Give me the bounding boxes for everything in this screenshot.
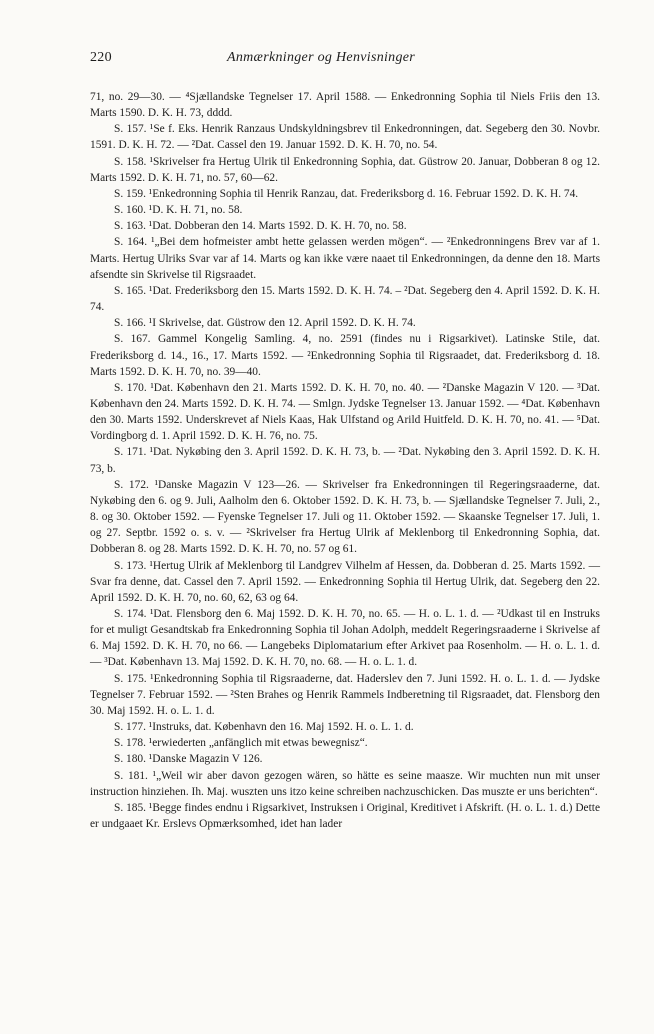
note-paragraph: S. 175. ¹Enkedronning Sophia til Rigsraaderne, dat. Haderslev den 7. Juni 1592. H. o. L. 1. d. — Jydske Tegnelser 7. Februar 1592. — ²Sten Brahes og Henrik Rammels Indberetning til Rigsraadet, dat. Flensborg den 30. Maj 1592. H. o. L. 1. d. <box>90 672 600 717</box>
note-paragraph: S. 177. ¹Instruks, dat. København den 16. Maj 1592. H. o. L. 1. d. <box>114 721 414 734</box>
note-paragraph: S. 180. ¹Danske Magazin V 126. <box>114 753 263 766</box>
note-paragraph: S. 167. Gammel Kongelig Samling. 4, no. 2591 (findes nu i Rigsarkivet). Latinske Stile, dat. Frederiksborg d. 14., 16., 17. Marts 1592. — ²Enkedronning Sophia til Rigsraadet, dat. Frederiksborg d. 18. Marts 1592. D. K. H. 70, no. 39—40. <box>90 333 600 378</box>
note-paragraph: S. 170. ¹Dat. København den 21. Marts 1592. D. K. H. 70, no. 40. — ²Danske Magazin V 120. — ³Dat. København den 24. Marts 1592. D. K. H. 74. — Smlgn. Jydske Tegnelser 13. Januar 1592. — ⁴Dat. København den 30. Marts 1592. Underskrevet af Niels Kaas, Hak Ulfstand og Arild Huitfeld. D. K. H. 70, no. 41. — ⁵Dat. Vordingborg d. 1. April 1592. D. K. H. 76, no. 75. <box>90 381 600 443</box>
note-paragraph: S. 174. ¹Dat. Flensborg den 6. Maj 1592. D. K. H. 70, no. 65. — H. o. L. 1. d. — ²Udkast til en Instruks for et muligt Gesandtskab fra Enkedronning Sophia til Johan Adolph, meddelt Regeringsraaderne i Skrivelse af 6. Maj 1592. D. K. H. 70, no 66. — Langebeks Diplomatarium efter Arkivet paa Rosenholm. — H. o. L. 1. d. — ³Dat. København 13. Maj 1592. D. K. H. 70, no. 68. — H. o. L. 1. d. <box>90 608 600 669</box>
note-paragraph: S. 185. ¹Begge findes endnu i Rigsarkivet, Instruksen i Original, Kreditivet i Afskrift. (H. o. L. 1. d.) Dette er undgaaet Kr. Erslevs Opmærksomhed, idet han lader <box>90 801 600 831</box>
running-head <box>90 50 600 70</box>
note-paragraph: S. 171. ¹Dat. Nykøbing den 3. April 1592. D. K. H. 73, b. — ²Dat. Nykøbing den 3. April 1592. D. K. H. 73, b. <box>90 446 600 475</box>
note-paragraph: S. 159. ¹Enkedronning Sophia til Henrik Ranzau, dat. Frederiksborg d. 16. Februar 1592. D. K. H. 74. <box>114 187 579 200</box>
note-paragraph: S. 164. ¹„Bei dem hofmeister ambt hette gelassen werden mögen“. — ²Enkedronningens Brev var af 1. Marts. Hertug Ulriks Svar var af 14. Marts og kan ikke være naaet til Enkedronningen, da denne den 18. Marts afsendte sin Skrivelse til Rigsraadet. <box>90 236 600 281</box>
note-paragraph: S. 181. ¹„Weil wir aber davon gezogen wären, so hätte es seine maasze. Wir muchten nun mit unser instruction hinziehen. Ih. Maj. wuszten uns itzo keine schreiben nachzuschicken. Das muszte er uns berichten“. <box>90 769 600 798</box>
note-paragraph: S. 157. ¹Se f. Eks. Henrik Ranzaus Undskyldningsbrev til Enkedronningen, dat. Segeberg den 30. Novbr. 1591. D. K. H. 72. — ²Dat. Cassel den 19. Januar 1592. D. K. H. 70, no. 54. <box>90 123 600 152</box>
note-paragraph: S. 165. ¹Dat. Frederiksborg den 15. Marts 1592. D. K. H. 74. – ²Dat. Segeberg den 4. April 1592. D. K. H. 74. <box>90 284 600 314</box>
note-paragraph: S. 178. ¹erwiederten „anfänglich mit etwas bewegnisz“. <box>114 737 368 750</box>
note-paragraph: S. 166. ¹I Skrivelse, dat. Güstrow den 12. April 1592. D. K. H. 74. <box>114 317 416 330</box>
page-number: 220 <box>90 50 112 65</box>
running-title: Anmærkninger og Henvisninger <box>227 50 416 65</box>
notes-body <box>90 89 600 832</box>
note-paragraph: S. 163. ¹Dat. Dobberan den 14. Marts 1592. D. K. H. 70, no. 58. <box>114 220 407 233</box>
note-paragraph: S. 160. ¹D. K. H. 71, no. 58. <box>114 204 243 217</box>
note-paragraph: S. 158. ¹Skrivelser fra Hertug Ulrik til Enkedronning Sophia, dat. Güstrow 20. Januar, Dobberan 8 og 12. Marts 1592. D. K. H. 71, no. 57, 60—62. <box>90 155 600 184</box>
note-paragraph: 71, no. 29—30. — ⁴Sjællandske Tegnelser 17. April 1588. — Enkedronning Sophia til Niels Friis den 13. Marts 1590. D. K. H. 73, dddd. <box>90 91 600 120</box>
note-paragraph: S. 173. ¹Hertug Ulrik af Meklenborg til Landgrev Vilhelm af Hessen, da. Dobberan d. 25. Marts 1592. — Svar fra denne, dat. Cassel den 7. April 1592. — Enkedronning Sophia til Hertug Ulrik, dat. Segeberg den 22. April 1592. D. K. H. 70, no. 60, 62, 63 og 64. <box>90 559 600 604</box>
note-paragraph: S. 172. ¹Danske Magazin V 123—26. — Skrivelser fra Enkedronningen til Regeringsraaderne, dat. Nykøbing den 6. og 9. Juli, Aalholm den 6. Oktober 1592. D. K. H. 73, b. — Sjællandske Tegnelser 7. Juli, 2., 8. og 30. Oktober 1592. — Fyenske Tegnelser 17. Juli og 11. Oktober 1592. — Skaanske Tegnelser 17. Juli, 1. og 27. Septbr. 1592 o. s. v. — ²Skrivelser fra Hertug Ulrik af Meklenborg til Enkedronning Sophia, dat. Dobberan 8. og 28. Marts 1592. D. K. H. 70, no. 57 og 61. <box>90 478 600 556</box>
